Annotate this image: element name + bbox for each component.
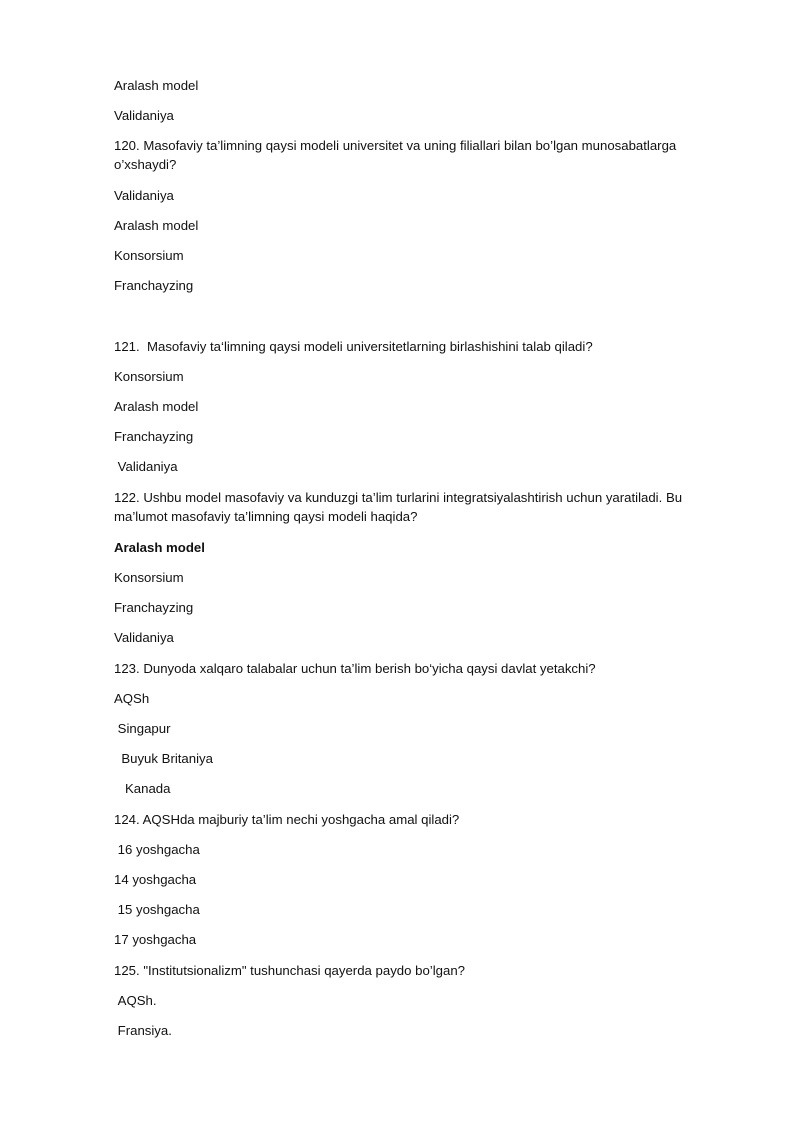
answer-option: 14 yoshgacha (114, 872, 197, 887)
answer-option: 15 yoshgacha (114, 902, 200, 917)
answer-option: Buyuk Britaniya (114, 751, 213, 766)
answer-option: AQSh. (114, 993, 157, 1008)
answer-option: Konsorsium (114, 570, 184, 585)
answer-option: Franchayzing (114, 600, 194, 615)
question-122: 122. Ushbu model masofaviy va kunduzgi ta’lim turlarini integratsiyalashtirish uchun yaratiladi. Bu ma’lumot masofaviy ta’limning qaysi modeli haqida? (114, 490, 686, 524)
answer-option: AQSh (114, 691, 150, 706)
question-121: 121. Masofaviy ta‘limning qaysi modeli universitetlarning birlashishini talab qiladi? (114, 339, 593, 354)
answer-option: Aralash model (114, 218, 199, 233)
answer-option: Franchayzing (114, 278, 194, 293)
answer-option: 16 yoshgacha (114, 842, 200, 857)
answer-option: Validaniya (114, 459, 178, 474)
text-line: Validaniya (114, 108, 174, 123)
answer-option: Konsorsium (114, 248, 184, 263)
question-125: 125. "Institutsionalizm" tushunchasi qayerda paydo bo’lgan? (114, 963, 465, 978)
question-123: 123. Dunyoda xalqaro talabalar uchun ta’lim berish bo‘yicha qaysi davlat yetakchi? (114, 661, 596, 676)
question-120: 120. Masofaviy ta’limning qaysi modeli universitet va uning filiallari bilan bo’lgan munosabatlarga o’xshaydi? (114, 138, 680, 172)
answer-option: Aralash model (114, 399, 199, 414)
answer-option: Fransiya. (114, 1023, 172, 1038)
answer-option: Singapur (114, 721, 171, 736)
answer-option-correct: Aralash model (114, 540, 205, 555)
answer-option: Franchayzing (114, 429, 194, 444)
answer-option: Validaniya (114, 630, 174, 645)
text-line: Aralash model (114, 78, 199, 93)
question-124: 124. AQSHda majburiy ta’lim nechi yoshgacha amal qiladi? (114, 812, 460, 827)
answer-option: Kanada (114, 781, 171, 796)
answer-option: 17 yoshgacha (114, 932, 197, 947)
answer-option: Validaniya (114, 188, 174, 203)
answer-option: Konsorsium (114, 369, 184, 384)
